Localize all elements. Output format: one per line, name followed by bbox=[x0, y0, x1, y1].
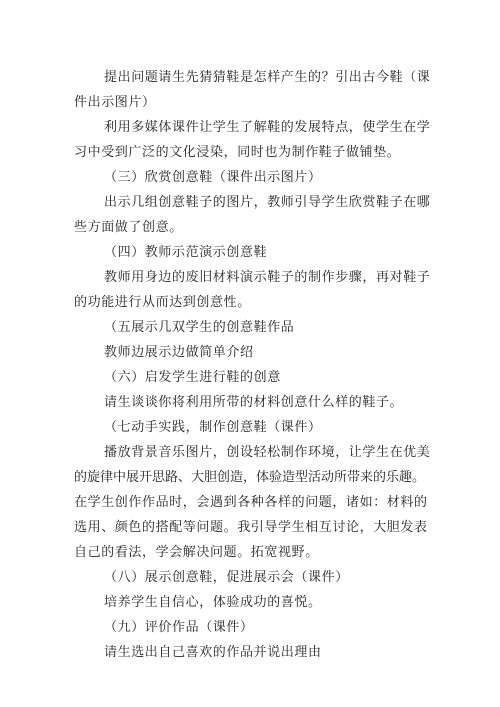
section-heading: （五展示几双学生的创意鞋作品 bbox=[104, 320, 295, 335]
text-line: 的功能进行从而达到创意性。 bbox=[74, 295, 251, 310]
text-line: 利用多媒体课件让学生了解鞋的发展特点，使学生在学 bbox=[104, 120, 431, 135]
section-heading: （六）启发学生进行鞋的创意 bbox=[104, 370, 281, 385]
text-line: 自己的看法，学会解决问题。拓宽视野。 bbox=[74, 545, 319, 560]
text-line: 播放背景音乐图片，创设轻松制作环境，让学生在优美 bbox=[104, 445, 431, 460]
text-line: 些方面做了创意。 bbox=[74, 220, 183, 235]
section-heading: （八）展示创意鞋，促进展示会（课件） bbox=[104, 570, 349, 585]
section-heading: （四）教师示范演示创意鞋 bbox=[104, 245, 268, 260]
text-line: 选用、颜色的搭配等问题。我引导学生相互讨论，大胆发表 bbox=[74, 520, 428, 535]
text-line: 教师边展示边做简单介绍 bbox=[104, 345, 254, 360]
text-line: 培养学生自信心，体验成功的喜悦。 bbox=[104, 595, 322, 610]
text-line: 请生谈谈你将利用所带的材料创意什么样的鞋子。 bbox=[104, 395, 404, 410]
section-heading: （九）评价作品（课件） bbox=[104, 620, 254, 635]
section-heading: （七动手实践，制作创意鞋（课件） bbox=[104, 420, 322, 435]
text-line: 在学生创作作品时，会遇到各种各样的问题，诸如：材料的 bbox=[74, 495, 428, 510]
section-heading: （三）欣赏创意鞋（课件出示图片） bbox=[104, 170, 322, 185]
text-line: 请生选出自己喜欢的作品并说出理由 bbox=[104, 645, 322, 660]
text-line: 出示几组创意鞋子的图片，教师引导学生欣赏鞋子在哪 bbox=[104, 195, 431, 210]
text-line: 的旋律中展开思路、大胆创造，体验造型活动所带来的乐趣。 bbox=[74, 470, 426, 485]
text-line: 提出问题请生先猜猜鞋是怎样产生的？引出古今鞋（课 bbox=[104, 70, 431, 85]
text-line: 件出示图片） bbox=[74, 95, 156, 110]
text-line: 习中受到广泛的文化浸染，同时也为制作鞋子做铺垫。 bbox=[74, 145, 401, 160]
text-line: 教师用身边的废旧材料演示鞋子的制作步骤，再对鞋子 bbox=[104, 270, 431, 285]
